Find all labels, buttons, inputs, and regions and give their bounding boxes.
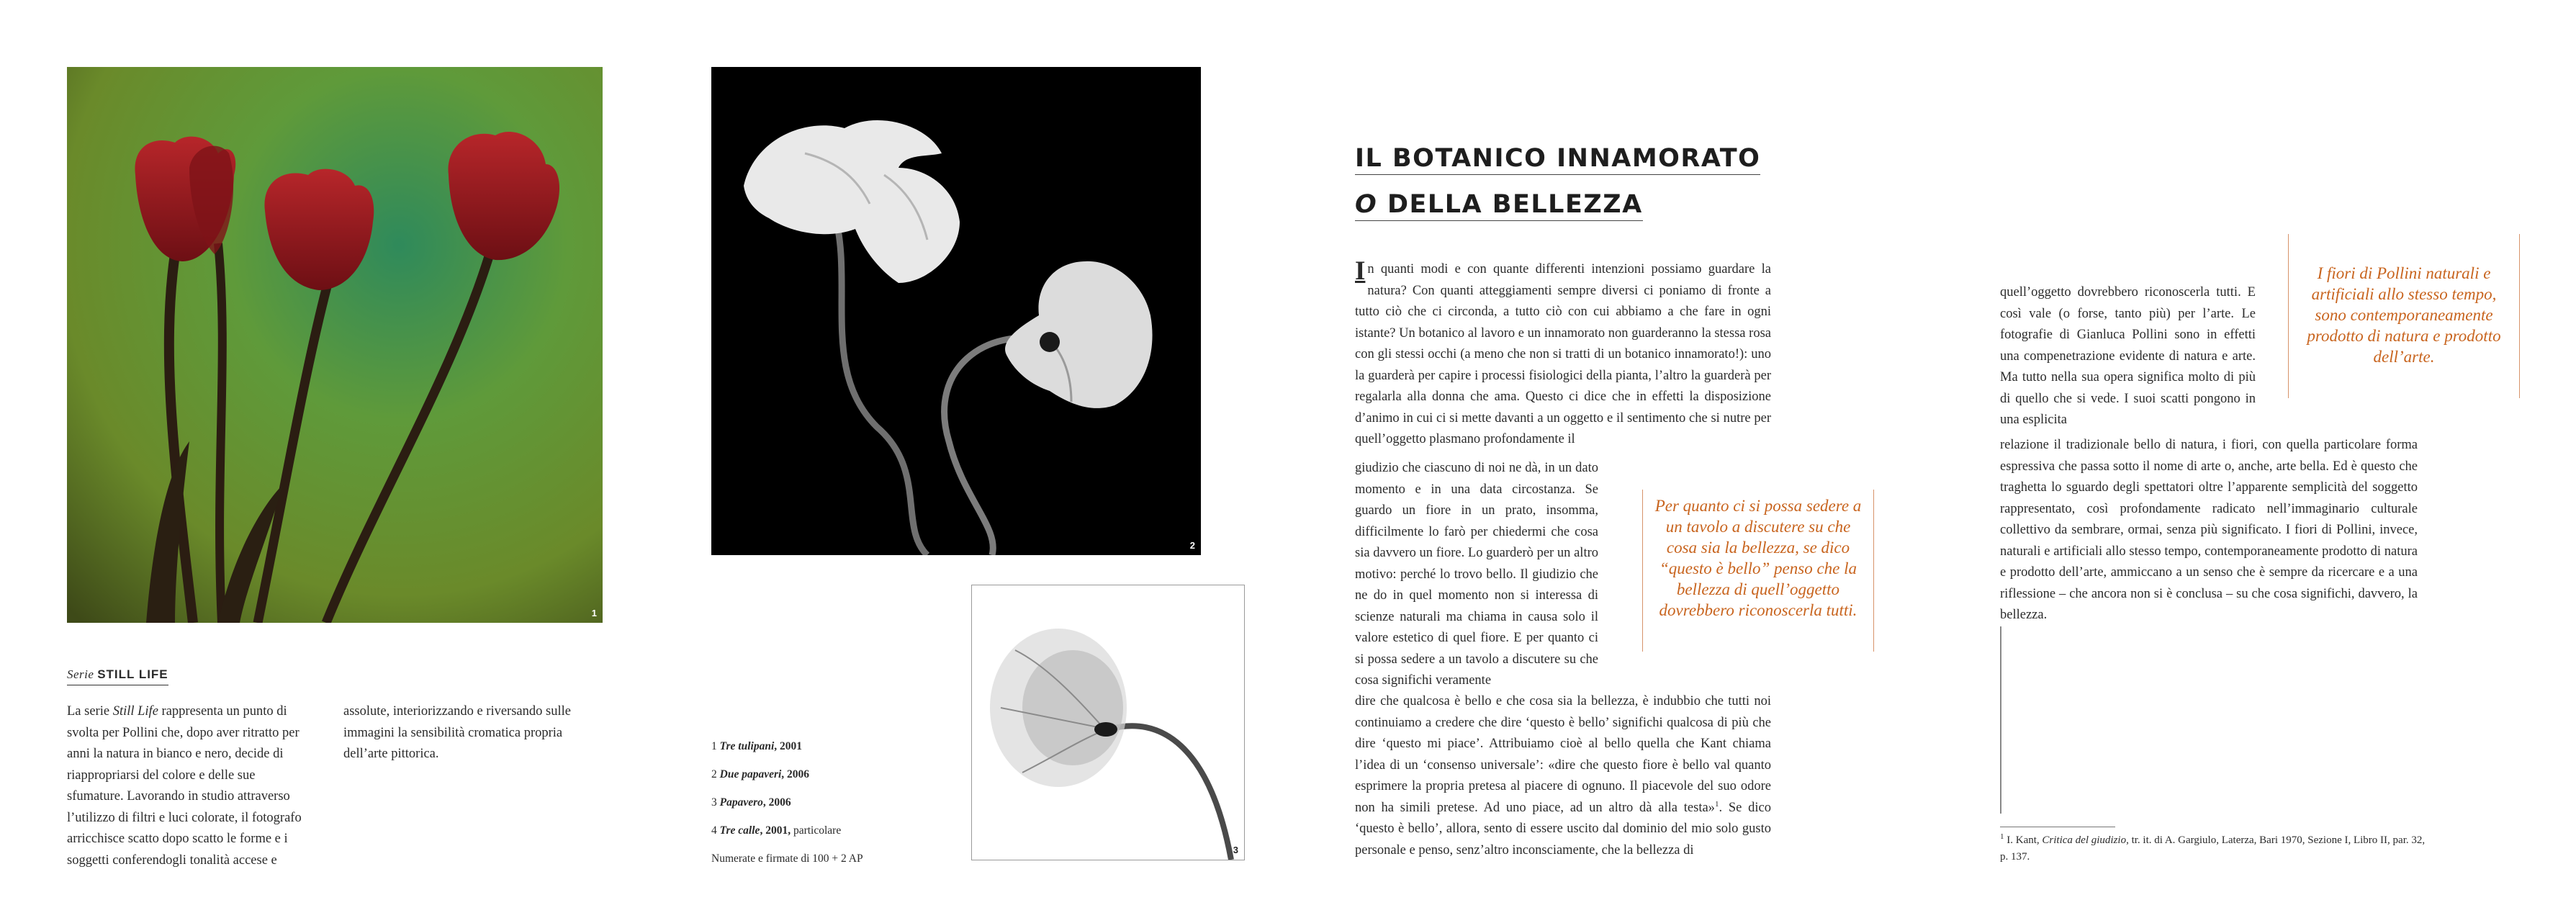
text-italic: Still Life: [112, 704, 158, 719]
plate-index: 4: [711, 824, 720, 837]
plate-rest: particolare: [791, 824, 842, 837]
article-text: dire che qualcosa è bello e che cosa sia la bellezza, è indubbio che tutti noi continuiamo a credere che dire ‘questo è bello’ significhi qualcosa di più che dire ‘questo mi piace’. Attribuiamo cioè al bello quella che Kant chiama l’idea di un ‘consenso universale’: «dire che questo fiore è bello val quanto esprimere la propria pretesa al piacere di ognuno. Il piacevole del suo odore non ha simili pretese. Ad uno piace, ad un altro dà alla testa»: [1355, 694, 1771, 815]
plate-index: 1: [711, 740, 720, 752]
footnote: [2000, 832, 2432, 865]
right-column-wide: relazione il tradizionale bello di natura, i fiori, con quella particolare forma espressiva che passa sotto il nome di arte o, anche, arte bella. Ed è questo che traghetta lo sguardo degli spettatori oltre l’apparente semplicità del soggetto rappresentato, così profondamente radicato nell’immaginario culturale collettivo da sembrare, ormai, senza più significato. I fiori di Pollini, invece, naturali e artificiali allo stesso tempo, contemporaneamente prodotto di natura e prodotto dell’arte, ammiccano a un senso che è sempre da ricercare e a una riflessione – che ancora non si è conclusa – su che cosa significhi, davvero, la bellezza.: [2000, 438, 2418, 622]
footnote-book-title: Critica del giudizio: [2042, 834, 2127, 846]
article-title-line1: IL BOTANICO INNAMORATO: [1355, 144, 1760, 175]
footnote-number: 1: [2000, 832, 2004, 841]
plate-title: Tre tulipani: [719, 740, 775, 752]
plate-year: , 2001,: [760, 824, 791, 837]
drop-cap: I: [1355, 256, 1366, 286]
article-paragraph-top: [1355, 256, 1771, 451]
poppies-photo: [711, 67, 1201, 555]
serie-heading: [67, 667, 168, 685]
article-text: n quanti modi e con quante differenti intenzioni possiamo guardare la natura? Con quanti atteggiamenti sempre diversi ci poniamo di fronte a tutto ciò che ci circonda, a tutto ciò con cui abbiamo a che fare in ogni istante? Un botanico al lavoro e un innamorato non guarderanno la stessa rosa con gli stessi occhi (a meno che non si tratti di un botanico innamorato!): uno la guarderà per capire i processi fisiologici della pianta, l’altro la guarderà per regalarla alla donna che ama. Questo ci dice che in effetti la disposizione d’animo in cui ci si mette davanti a un oggetto e il sentimento che si nutre per quell’oggetto plasmano profondamente il: [1355, 262, 1771, 446]
serie-description-col1: [67, 701, 312, 871]
plate-list: [711, 732, 863, 873]
text-span: La serie: [67, 704, 113, 719]
plate-year: , 2006: [762, 796, 791, 809]
title-rest: DELLA BELLEZZA: [1377, 190, 1643, 219]
plate-number: 1: [591, 608, 597, 618]
edition-note: Numerate e firmate di 100 + 2 AP: [711, 852, 863, 865]
plate-year: , 2006: [781, 768, 810, 780]
plate-title: Papavero: [719, 796, 763, 809]
plate-list-item: [711, 760, 863, 788]
text-span: rappresenta un punto di svolta per Pollini che, dopo aver ritratto per anni la natura in bianco e nero, decide di riappropriarsi del colore e delle sue sfumature. Lavorando in studio attraverso l’utilizzo di filtri e luci colorate, il fotografo arricchisce scatto dopo scatto le forme e i soggetti conferendogli tonalità accese e: [67, 704, 302, 868]
plate-number: 3: [1233, 845, 1238, 855]
plate-list-item: [711, 732, 863, 760]
serie-description-col2: assolute, interiorizzando e riversando sulle immagini la sensibilità cromatica propria dell’arte pittorica.: [343, 704, 571, 761]
tulips-photo: [67, 67, 603, 623]
right-column-narrow: quell’oggetto dovrebbero riconoscerla tutti. E così vale (o forse, tanto più) per l’arte. Le fotografie di Gianluca Pollini sono in effetti una compenetrazione evidente di natura e arte. Ma tutto nella sua opera significa molto di più di quello che si vede. I suoi scatti pongono in una esplicita: [2000, 285, 2256, 427]
article-text: . Se dico ‘questo è bello’, allora, sento di essere uscito dal dominio del mio solo gusto personale e penso, senz’altro inconsciamente, che la bellezza di: [1355, 800, 1771, 858]
single-poppy-photo: [971, 585, 1245, 860]
plate-list-item: [711, 816, 863, 845]
pull-quote-1: Per quanto ci si possa sedere a un tavolo a discutere su che cosa sia la bellezza, se dico “questo è bello” penso che la bellezza di quell’oggetto dovrebbero riconoscerla tutti.: [1642, 490, 1874, 652]
plate-number: 2: [1189, 540, 1195, 551]
title-italic-o: O: [1355, 190, 1378, 219]
plate-list-item: [711, 788, 863, 816]
article-paragraph-mid: giudizio che ciascuno di noi ne dà, in un dato momento e in una data circostanza. Se guardo un fiore in un prato, insomma, difficilmente lo farò per chiedermi che cosa sia davvero un fiore. Lo guarderò per un altro motivo: perché lo trovo bello. Il giudizio che ne do in quel momento non si interessa di scienze naturali ma chiama in causa solo il valore estetico di quel fiore. E per quanto ci si possa sedere a un tavolo a discutere su che cosa significhi veramente: [1355, 461, 1598, 688]
plate-title: Due papaveri: [719, 768, 782, 780]
plate-index: 2: [711, 768, 720, 780]
plate-title: Tre calle: [719, 824, 760, 837]
plate-index: 3: [711, 796, 720, 809]
plate-year: , 2001: [774, 740, 803, 752]
footnote-text: , tr. it. di A. Gargiulo, Laterza, Bari 1970, Sezione I, Libro II, par. 32, p. 137.: [2000, 834, 2426, 863]
footnote-ref: 1: [1714, 799, 1719, 809]
serie-label: Serie: [67, 667, 94, 681]
serie-name: STILL LIFE: [97, 667, 168, 681]
footnote-text: I. Kant,: [2004, 834, 2043, 846]
column-divider: [2000, 626, 2001, 814]
pull-quote-2: I fiori di Pollini naturali e artificiali allo stesso tempo, sono contemporaneamente prodotto di natura e prodotto dell’arte.: [2288, 234, 2520, 398]
article-paragraph-bottom: [1355, 691, 1771, 861]
article-title-line2: [1355, 190, 1643, 221]
